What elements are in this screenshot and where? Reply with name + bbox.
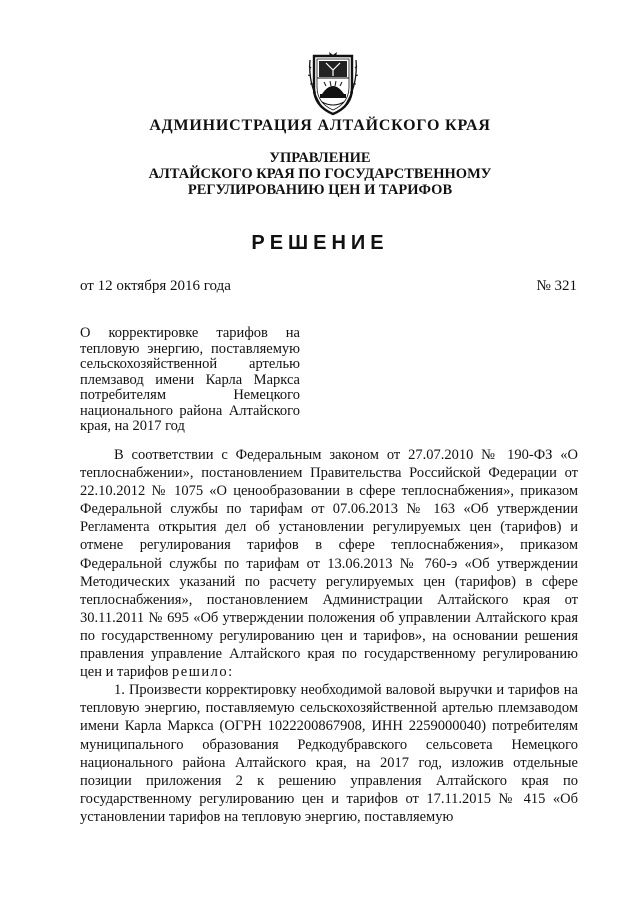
resolved-word: решило: bbox=[172, 664, 234, 681]
department-title-line: УПРАВЛЕНИЕ bbox=[269, 150, 371, 166]
altai-krai-coat-of-arms-icon bbox=[308, 50, 358, 116]
document-date: от 12 октября 2016 года bbox=[80, 278, 231, 294]
document-type-heading: РЕШЕНИЕ bbox=[251, 232, 389, 254]
administration-title: АДМИНИСТРАЦИЯ АЛТАЙСКОГО КРАЯ bbox=[149, 117, 491, 134]
document-subject: О корректировке тарифов на тепловую энергию, поставляемую сельскохозяйственной артелью племзавод имени Карла Маркса потребителям Немецкого национального района Алтайского края, на 2017 год bbox=[80, 325, 300, 434]
department-title bbox=[0, 150, 640, 198]
document-number: № 321 bbox=[536, 278, 577, 294]
preamble-text: В соответствии с Федеральным законом от 27.07.2010 № 190-ФЗ «О теплоснабжении», постановлением Правительства Российской Федерации от 22.10.2012 № 1075 «О ценообразовании в сфере теплоснабжения», приказом Федеральной службы по тарифам от 07.06.2013 № 163 «Об утверждении Регламента открытия дел об установлении регулируемых цен (тарифов) и отмене регулирования тарифов в сфере теплоснабжения», приказом Федеральной службы по тарифам от 13.06.2013 № 760-э «Об утверждении Методических указаний по расчету регулируемых цен (тарифов) в сфере теплоснабжения», постановлением Администрации Алтайского края от 30.11.2011 № 695 «Об утверждении положения об управлении Алтайского края по государственному регулированию цен и тарифов», на основании решения правления управление Алтайского края по государственному регулированию цен и тарифов bbox=[80, 447, 578, 681]
department-title-line: РЕГУЛИРОВАНИЮ ЦЕН И ТАРИФОВ bbox=[187, 182, 453, 198]
preamble-paragraph bbox=[80, 446, 578, 681]
department-title-line: АЛТАЙСКОГО КРАЯ ПО ГОСУДАРСТВЕННОМУ bbox=[148, 166, 492, 182]
item-paragraph: 1. Произвести корректировку необходимой валовой выручки и тарифов на тепловую энергию, поставляемую сельскохозяйственной артелью племзаводом имени Карла Маркса (ОГРН 1022200867908, ИНН 2259000040) потребителям муниципального образования Редкодубравского сельсовета Немецкого национального района Алтайского края, на 2017 год, изложив отдельные позиции приложения 2 к решению управления Алтайского края по государственному регулированию цен и тарифов от 17.11.2015 № 415 «Об установлении тарифов на тепловую энергию, поставляемую bbox=[80, 682, 578, 825]
document-body bbox=[80, 446, 578, 826]
